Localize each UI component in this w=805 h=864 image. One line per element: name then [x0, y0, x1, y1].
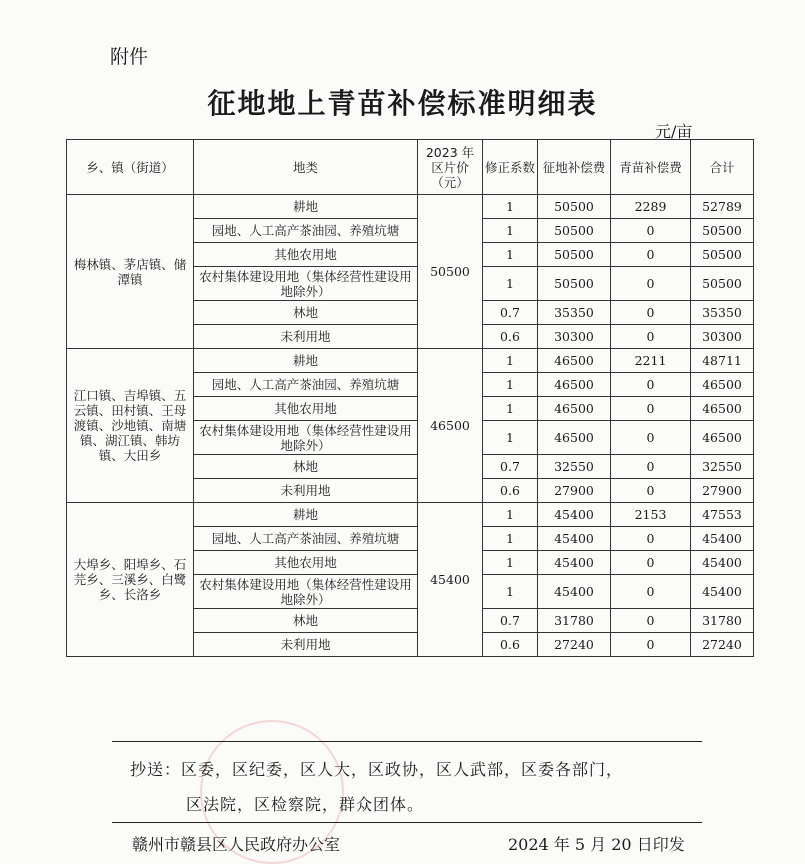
land-type-cell: 林地 [194, 609, 418, 633]
land-type-cell: 未利用地 [194, 633, 418, 657]
total-cell: 52789 [691, 195, 754, 219]
total-cell: 30300 [691, 325, 754, 349]
comp-cell: 27900 [538, 479, 611, 503]
crop-cell: 0 [611, 301, 691, 325]
header-town: 乡、镇（街道） [67, 140, 194, 195]
total-cell: 45400 [691, 575, 754, 609]
coef-cell: 0.7 [483, 609, 538, 633]
comp-cell: 45400 [538, 575, 611, 609]
header-total: 合计 [691, 140, 754, 195]
document-title: 征地地上青苗补偿标准明细表 [207, 87, 598, 120]
total-cell: 47553 [691, 503, 754, 527]
crop-cell: 0 [611, 551, 691, 575]
comp-cell: 32550 [538, 455, 611, 479]
crop-cell: 0 [611, 633, 691, 657]
cc-top-rule [112, 741, 702, 742]
crop-cell: 0 [611, 397, 691, 421]
land-type-cell: 未利用地 [194, 325, 418, 349]
town-cell: 梅林镇、茅店镇、储潭镇 [67, 195, 194, 349]
table-body [67, 195, 754, 657]
total-cell: 45400 [691, 527, 754, 551]
total-cell: 50500 [691, 267, 754, 301]
total-cell: 46500 [691, 421, 754, 455]
crop-cell: 0 [611, 267, 691, 301]
total-cell: 50500 [691, 243, 754, 267]
table-row [67, 503, 754, 527]
header-crop: 青苗补偿费 [611, 140, 691, 195]
cc-line-2: 区法院，区检察院，群众团体。 [186, 795, 425, 814]
comp-cell: 50500 [538, 195, 611, 219]
comp-cell: 45400 [538, 527, 611, 551]
total-cell: 27900 [691, 479, 754, 503]
land-type-cell: 耕地 [194, 349, 418, 373]
coef-cell: 1 [483, 195, 538, 219]
coef-cell: 1 [483, 267, 538, 301]
comp-cell: 45400 [538, 551, 611, 575]
coef-cell: 1 [483, 219, 538, 243]
coef-cell: 1 [483, 421, 538, 455]
comp-cell: 30300 [538, 325, 611, 349]
land-type-cell: 林地 [194, 455, 418, 479]
issuing-office: 赣州市赣县区人民政府办公室 [132, 835, 341, 854]
land-type-cell: 耕地 [194, 195, 418, 219]
total-cell: 46500 [691, 373, 754, 397]
coef-cell: 1 [483, 373, 538, 397]
coef-cell: 0.7 [483, 301, 538, 325]
total-cell: 45400 [691, 551, 754, 575]
comp-cell: 27240 [538, 633, 611, 657]
land-type-cell: 耕地 [194, 503, 418, 527]
crop-cell: 0 [611, 479, 691, 503]
total-cell: 32550 [691, 455, 754, 479]
compensation-table [66, 139, 754, 657]
crop-cell: 2211 [611, 349, 691, 373]
town-cell: 大埠乡、阳埠乡、石芫乡、三溪乡、白鹭乡、长洛乡 [67, 503, 194, 657]
land-type-cell: 其他农用地 [194, 551, 418, 575]
crop-cell: 2289 [611, 195, 691, 219]
land-type-cell: 园地、人工高产茶油园、养殖坑塘 [194, 219, 418, 243]
comp-cell: 46500 [538, 397, 611, 421]
cc-line-1: 抄送：区委，区纪委，区人大，区政协，区人武部，区委各部门， [130, 760, 624, 779]
coef-cell: 0.6 [483, 479, 538, 503]
land-type-cell: 园地、人工高产茶油园、养殖坑塘 [194, 527, 418, 551]
land-type-cell: 农村集体建设用地（集体经营性建设用地除外） [194, 575, 418, 609]
crop-cell: 0 [611, 243, 691, 267]
price-cell: 45400 [418, 503, 483, 657]
town-cell: 江口镇、吉埠镇、五云镇、田村镇、王母渡镇、沙地镇、南塘镇、湖江镇、韩坊镇、大田乡 [67, 349, 194, 503]
header-comp: 征地补偿费 [538, 140, 611, 195]
crop-cell: 0 [611, 527, 691, 551]
coef-cell: 0.7 [483, 455, 538, 479]
unit-label: 元/亩 [655, 122, 693, 141]
comp-cell: 31780 [538, 609, 611, 633]
crop-cell: 0 [611, 609, 691, 633]
price-cell: 46500 [418, 349, 483, 503]
price-cell: 50500 [418, 195, 483, 349]
comp-cell: 50500 [538, 243, 611, 267]
issue-date: 2024 年 5 月 20 日印发 [508, 835, 685, 854]
crop-cell: 0 [611, 575, 691, 609]
comp-cell: 46500 [538, 373, 611, 397]
total-cell: 48711 [691, 349, 754, 373]
comp-cell: 50500 [538, 267, 611, 301]
total-cell: 35350 [691, 301, 754, 325]
comp-cell: 46500 [538, 421, 611, 455]
land-type-cell: 其他农用地 [194, 397, 418, 421]
comp-cell: 46500 [538, 349, 611, 373]
coef-cell: 1 [483, 243, 538, 267]
coef-cell: 0.6 [483, 325, 538, 349]
comp-cell: 35350 [538, 301, 611, 325]
coef-cell: 1 [483, 397, 538, 421]
coef-cell: 1 [483, 527, 538, 551]
land-type-cell: 其他农用地 [194, 243, 418, 267]
coef-cell: 1 [483, 503, 538, 527]
header-coef: 修正系数 [483, 140, 538, 195]
total-cell: 50500 [691, 219, 754, 243]
coef-cell: 1 [483, 575, 538, 609]
crop-cell: 0 [611, 455, 691, 479]
header-land-type: 地类 [194, 140, 418, 195]
crop-cell: 0 [611, 373, 691, 397]
land-type-cell: 林地 [194, 301, 418, 325]
table-row [67, 195, 754, 219]
total-cell: 46500 [691, 397, 754, 421]
land-type-cell: 农村集体建设用地（集体经营性建设用地除外） [194, 421, 418, 455]
land-type-cell: 未利用地 [194, 479, 418, 503]
coef-cell: 0.6 [483, 633, 538, 657]
comp-cell: 45400 [538, 503, 611, 527]
crop-cell: 0 [611, 325, 691, 349]
attachment-label: 附件 [110, 46, 149, 68]
coef-cell: 1 [483, 349, 538, 373]
cc-bottom-rule [112, 822, 702, 823]
crop-cell: 2153 [611, 503, 691, 527]
crop-cell: 0 [611, 219, 691, 243]
crop-cell: 0 [611, 421, 691, 455]
coef-cell: 1 [483, 551, 538, 575]
table-row [67, 349, 754, 373]
comp-cell: 50500 [538, 219, 611, 243]
total-cell: 27240 [691, 633, 754, 657]
total-cell: 31780 [691, 609, 754, 633]
land-type-cell: 园地、人工高产茶油园、养殖坑塘 [194, 373, 418, 397]
header-price: 2023 年区片价（元） [418, 140, 483, 195]
land-type-cell: 农村集体建设用地（集体经营性建设用地除外） [194, 267, 418, 301]
